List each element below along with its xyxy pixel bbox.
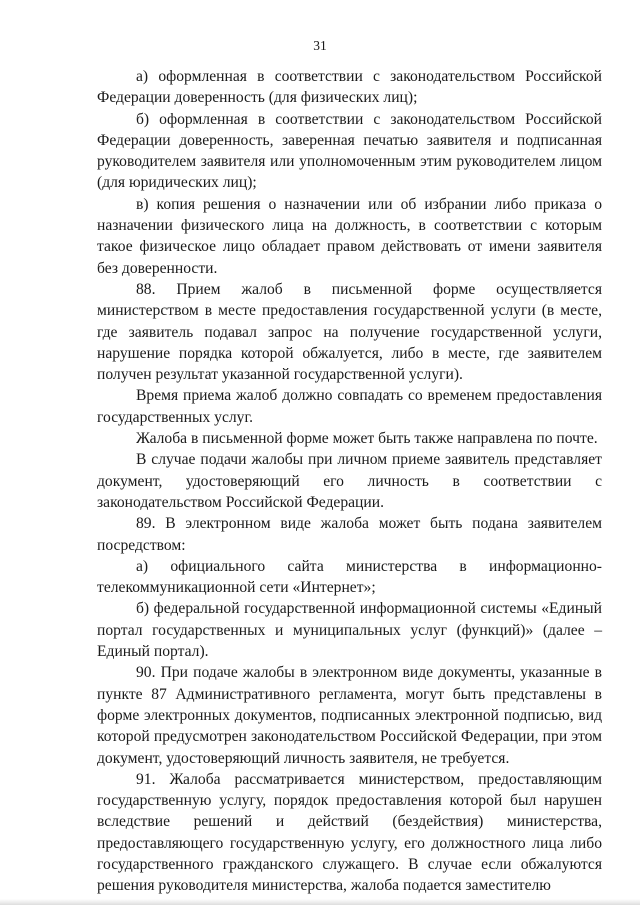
paragraph-item-b-unified-portal: б) федеральной государственной информационной системы «Единый портал государственных и муниципальных услуг (функций)» (далее – Единый портал). [97,600,602,661]
paragraph-item-c-appointment-decision-copy: в) копия решения о назначении или об избрании либо приказа о назначении физического лица на должность, в соответствии с которым такое физическое лицо обладает правом действовать от имени заявителя без доверенности. [97,195,602,277]
page-number: 31 [313,38,327,53]
paragraph-item-a-individual-power-of-attorney: а) оформленная в соответствии с законодательством Российской Федерации доверенность (для физических лиц); [97,68,602,107]
document-body [97,66,602,897]
paragraph-90-electronic-documents: 90. При подаче жалобы в электронном виде документы, указанные в пункте 87 Административного регламента, могут быть представлены в форме электронных документов, подписанных электронной подписью, вид которой предусмотрен законодательством Российской Федерации, при этом документ, удостоверяющий личность заявителя, не требуется. [97,664,602,767]
paragraph-88-written-complaints: 88. Прием жалоб в письменной форме осуществляется министерством в месте предоставления государственной услуги (в месте, где заявитель подавал запрос на получение государственной услуги, нарушение порядка которой обжалуется, либо в месте, где заявителем получен результат указанной государственной услуги). [97,280,602,384]
scan-bottom-edge [0,899,640,905]
paragraph-item-b-legal-entity-power-of-attorney: б) оформленная в соответствии с законодательством Российской Федерации доверенность, заверенная печатью заявителя и подписанная руководителем заявителя или уполномоченным этим руководителем лицом (для юридических лиц); [97,110,602,192]
paragraph-89-electronic-complaints: 89. В электронном виде жалоба может быть подана заявителем посредством: [97,515,602,554]
paragraph-personal-reception-identity: В случае подачи жалобы при личном приеме заявитель представляет документ, удостоверяющий его личность в соответствии с законодательством Российской Федерации. [97,451,602,511]
paragraph-item-a-official-website: а) официального сайта министерства в информационно-телекоммуникационной сети «Интернет»; [97,557,602,597]
paragraph-91-complaint-review: 91. Жалоба рассматривается министерством, предоставляющим государственную услугу, порядок предоставления которой был нарушен вследствие решений и действий (бездействия) министерства, предоставляющего государственную услугу, его должностного лица либо государственного гражданского служащего. В случае если обжалуются решения руководителя министерства, жалоба подается заместителю [97,770,602,895]
paragraph-complaint-by-mail: Жалоба в письменной форме может быть также направлена по почте. [136,430,598,448]
paragraph-complaint-reception-time: Время приема жалоб должно совпадать со временем предоставления государственных услуг. [97,387,602,426]
